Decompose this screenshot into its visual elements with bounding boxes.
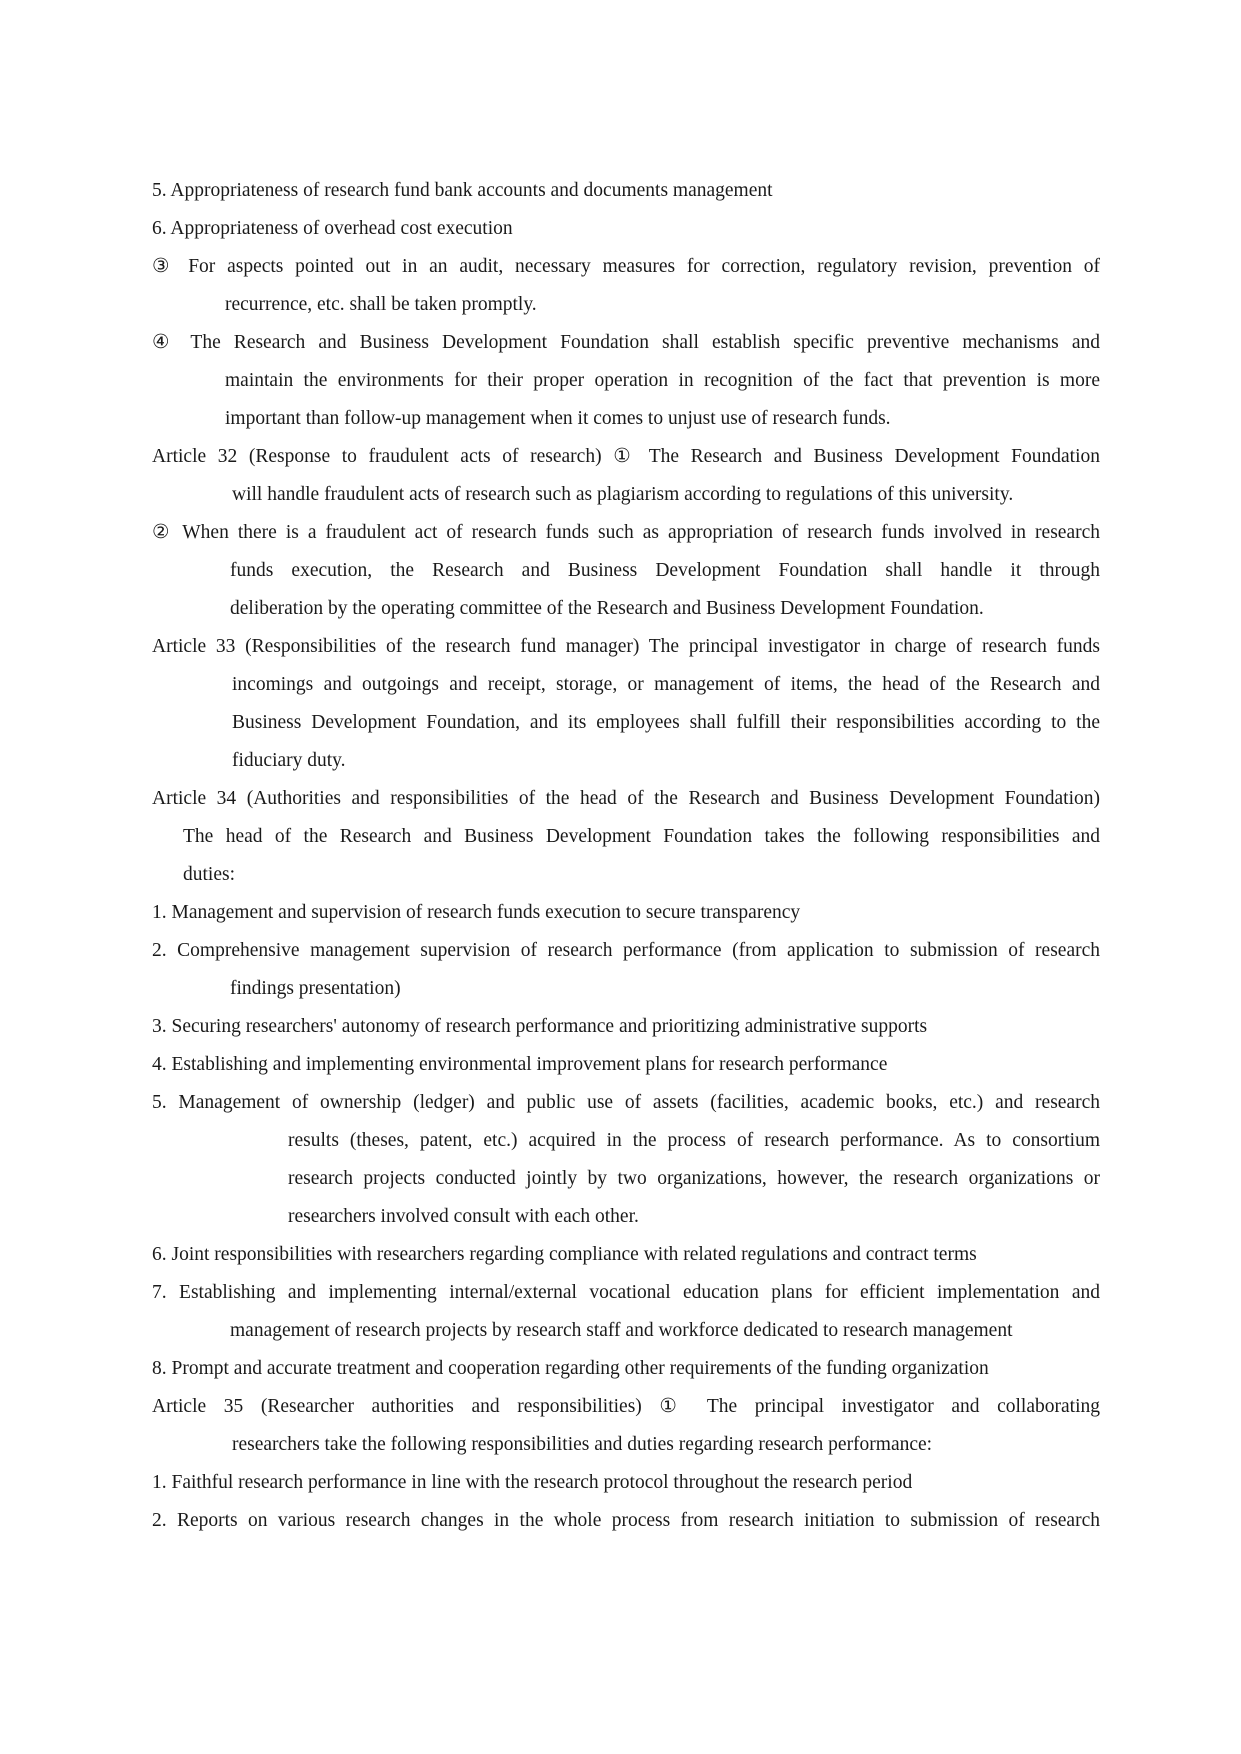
paragraph-continuation-line: Business Development Foundation, and its employees shall fulfill their responsibilities according to the	[232, 712, 1100, 733]
paragraph-first-line: 1. Faithful research performance in line with the research protocol throughout the research period	[152, 1472, 913, 1493]
paragraph-continuation-line: funds execution, the Research and Business Development Foundation shall handle it through	[230, 560, 1100, 581]
paragraph-first-line: 6. Appropriateness of overhead cost execution	[152, 218, 513, 239]
paragraph-continuation-line: duties:	[183, 864, 235, 885]
paragraph-continuation-line: management of research projects by research staff and workforce dedicated to research management	[230, 1320, 1013, 1341]
paragraph	[152, 932, 1100, 1008]
paragraph-first-line: 5. Appropriateness of research fund bank accounts and documents management	[152, 180, 773, 201]
paragraph-continuation-line: fiduciary duty.	[232, 750, 346, 771]
paragraph-first-line: 6. Joint responsibilities with researchers regarding compliance with related regulations and contract terms	[152, 1244, 977, 1265]
paragraph-continuation-line: recurrence, etc. shall be taken promptly.	[225, 294, 537, 315]
paragraph	[152, 438, 1100, 514]
paragraph-continuation-line: The head of the Research and Business Development Foundation takes the following responsibilities and	[183, 826, 1100, 847]
paragraph-first-line: 2. Comprehensive management supervision of research performance (from application to submission of research	[152, 940, 1100, 961]
paragraph	[152, 894, 1100, 932]
paragraph	[152, 1236, 1100, 1274]
paragraph-first-line: 4. Establishing and implementing environmental improvement plans for research performance	[152, 1054, 888, 1075]
paragraph-first-line: ④ The Research and Business Development Foundation shall establish specific preventive mechanisms and	[152, 332, 1100, 353]
paragraph	[152, 248, 1100, 324]
paragraph-first-line: Article 33 (Responsibilities of the research fund manager) The principal investigator in charge of research funds	[152, 636, 1100, 657]
paragraph	[152, 1084, 1100, 1236]
paragraph	[152, 1274, 1100, 1350]
paragraph-first-line: 2. Reports on various research changes in the whole process from research initiation to submission of research	[152, 1510, 1100, 1531]
paragraph-first-line: 5. Management of ownership (ledger) and public use of assets (facilities, academic books, etc.) and research	[152, 1092, 1100, 1113]
paragraph-first-line: Article 34 (Authorities and responsibilities of the head of the Research and Business Development Foundation)	[152, 788, 1100, 809]
paragraph-continuation-line: research projects conducted jointly by two organizations, however, the research organizations or	[288, 1168, 1100, 1189]
paragraph-first-line: Article 32 (Response to fraudulent acts of research) ① The Research and Business Development Foundation	[152, 446, 1100, 467]
paragraph	[152, 628, 1100, 780]
paragraph	[152, 1046, 1100, 1084]
paragraph-first-line: 1. Management and supervision of research funds execution to secure transparency	[152, 902, 801, 923]
paragraph-continuation-line: will handle fraudulent acts of research such as plagiarism according to regulations of this university.	[232, 484, 1014, 505]
paragraph-continuation-line: findings presentation)	[230, 978, 401, 999]
paragraph	[152, 172, 1100, 210]
paragraph	[152, 324, 1100, 438]
paragraph	[152, 1350, 1100, 1388]
paragraph-first-line: ② When there is a fraudulent act of research funds such as appropriation of research funds involved in research	[152, 522, 1100, 543]
paragraph-continuation-line: researchers involved consult with each other.	[288, 1206, 639, 1227]
paragraph	[152, 1388, 1100, 1464]
paragraph-first-line: Article 35 (Researcher authorities and responsibilities) ① The principal investigator and collaborating	[152, 1396, 1100, 1417]
paragraph-continuation-line: deliberation by the operating committee of the Research and Business Development Foundation.	[230, 598, 984, 619]
paragraph-first-line: 7. Establishing and implementing internal/external vocational education plans for efficient implementation and	[152, 1282, 1100, 1303]
paragraph-continuation-line: maintain the environments for their proper operation in recognition of the fact that prevention is more	[225, 370, 1100, 391]
paragraph-continuation-line: results (theses, patent, etc.) acquired in the process of research performance. As to consortium	[288, 1130, 1100, 1151]
paragraph	[152, 780, 1100, 894]
paragraph	[152, 1502, 1100, 1540]
document-body	[152, 172, 1100, 1540]
paragraph-continuation-line: researchers take the following responsibilities and duties regarding research performance:	[232, 1434, 933, 1455]
paragraph-first-line: ③ For aspects pointed out in an audit, necessary measures for correction, regulatory revision, prevention of	[152, 256, 1100, 277]
paragraph-continuation-line: important than follow-up management when it comes to unjust use of research funds.	[225, 408, 891, 429]
paragraph-first-line: 8. Prompt and accurate treatment and cooperation regarding other requirements of the funding organization	[152, 1358, 989, 1379]
paragraph	[152, 1008, 1100, 1046]
paragraph	[152, 1464, 1100, 1502]
paragraph-continuation-line: incomings and outgoings and receipt, storage, or management of items, the head of the Research and	[232, 674, 1100, 695]
paragraph	[152, 210, 1100, 248]
paragraph	[152, 514, 1100, 628]
paragraph-first-line: 3. Securing researchers' autonomy of research performance and prioritizing administrative supports	[152, 1016, 928, 1037]
